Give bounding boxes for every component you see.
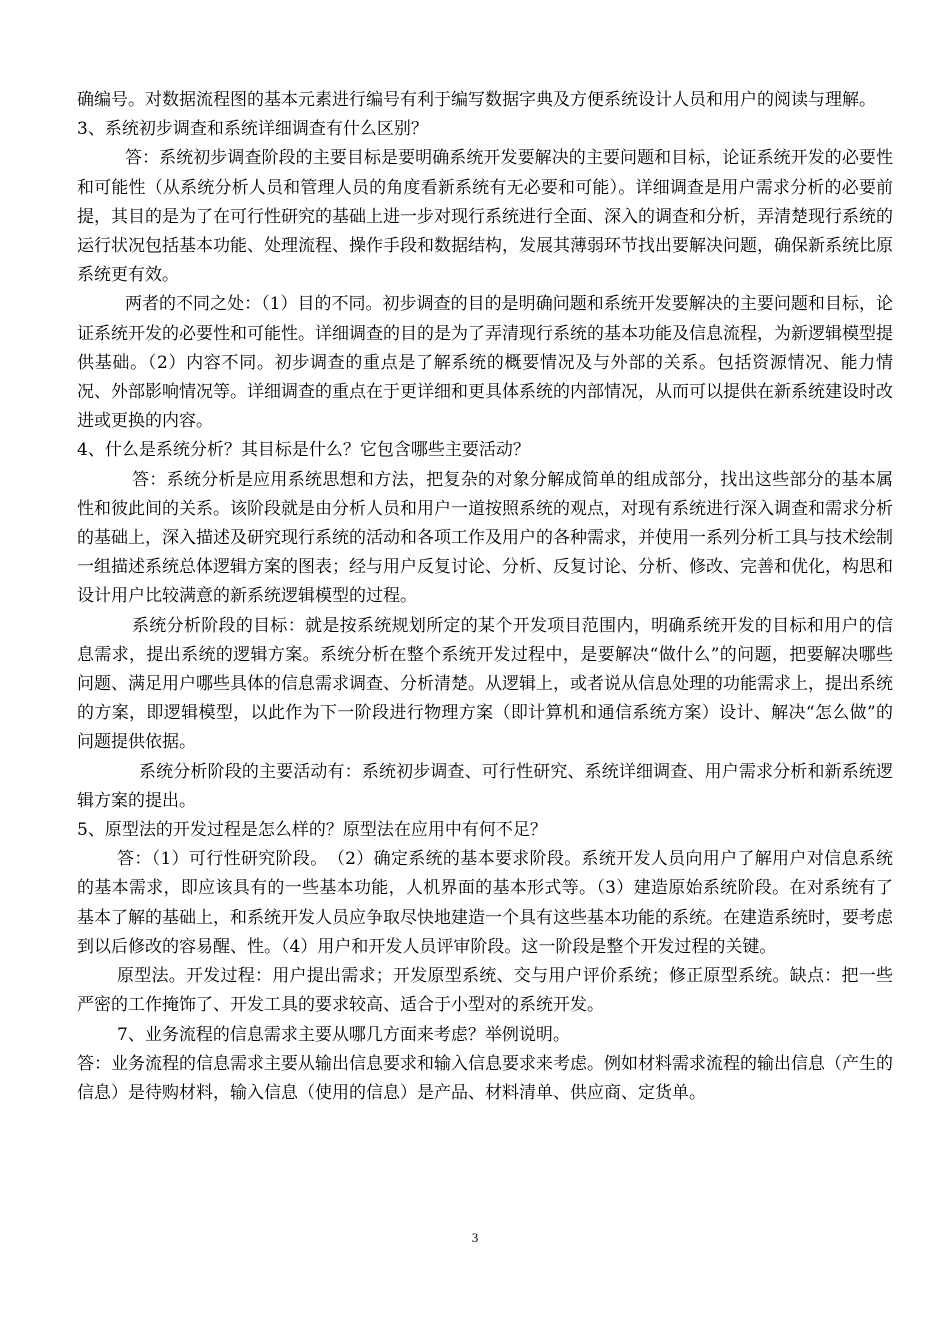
paragraph-continuation: 确编号。对数据流程图的基本元素进行编号有利于编写数据字典及方便系统设计人员和用户的阅读与理解。 (77, 90, 876, 110)
question-5-heading: 5、原型法的开发过程是怎么样的？原型法在应用中有何不足？ (77, 820, 547, 841)
page-number: 3 (471, 1230, 479, 1245)
question-3-heading: 3、系统初步调查和系统详细调查有什么区别？ (77, 119, 428, 140)
answer-4-paragraph-1: 答：系统分析是应用系统思想和方法，把复杂的对象分解成简单的组成部分，找出这些部分的基本属性和彼此间的关系。该阶段就是由分析人员和用户一道按照系统的观点，对现有系统进行深入调查和需求分析的基础上，深入描述及研究现行系统的活动和各项工作及用户的各种需求，并使用一系列分析工具与技术绘制一组描述系统总体逻辑方案的图表；经与用户反复讨论、分析、反复讨论、分析、修改、完善和优化，构思和设计用户比较满意的新系统逻辑模型的过程。 (77, 469, 893, 607)
answer-5-paragraph-2: 原型法。开发过程：用户提出需求；开发原型系统、交与用户评价系统；修正原型系统。缺点：把一些严密的工作掩饰了、开发工具的要求较高、适合于小型对的系统开发。 (77, 966, 893, 1016)
answer-4-paragraph-2: 系统分析阶段的目标：就是按系统规划所定的某个开发项目范围内，明确系统开发的目标和用户的信息需求，提出系统的逻辑方案。系统分析在整个系统开发过程中，是要解决“做什么”的问题，把要解决哪些问题、满足用户哪些具体的信息需求调查、分析清楚。从逻辑上，或者说从信息处理的功能需求上，提出系统的方案，即逻辑模型，以此作为下一阶段进行物理方案（即计算机和通信系统方案）设计、解决“怎么做”的问题提供依据。 (77, 615, 893, 753)
document-body (77, 86, 893, 1108)
answer-3-paragraph-1: 答：系统初步调查阶段的主要目标是要明确系统开发要解决的主要问题和目标，论证系统开发的必要性和可能性（从系统分析人员和管理人员的角度看新系统有无必要和可能）。详细调查是用户需求分析的必要前提，其目的是为了在可行性研究的基础上进一步对现行系统进行全面、深入的调查和分析，弄清楚现行系统的运行状况包括基本功能、处理流程、操作手段和数据结构，发展其薄弱环节找出要解决问题，确保新系统比原系统更有效。 (77, 148, 893, 286)
answer-4-paragraph-3: 系统分析阶段的主要活动有：系统初步调查、可行性研究、系统详细调查、用户需求分析和新系统逻辑方案的提出。 (77, 761, 893, 811)
question-4-heading: 4、什么是系统分析？其目标是什么？它包含哪些主要活动？ (77, 440, 530, 461)
answer-7-paragraph: 答：业务流程的信息需求主要从输出信息要求和输入信息要求来考虑。例如材料需求流程的输出信息（产生的信息）是待购材料，输入信息（使用的信息）是产品、材料清单、供应商、定货单。 (77, 1053, 893, 1103)
answer-3-paragraph-2: 两者的不同之处：（1）目的不同。初步调查的目的是明确问题和系统开发要解决的主要问题和目标，论证系统开发的必要性和可能性。详细调查的目的是为了弄清现行系统的基本功能及信息流程，为新逻辑模型提供基础。（2）内容不同。初步调查的重点是了解系统的概要情况及与外部的关系。包括资源情况、能力情况、外部影响情况等。详细调查的重点在于更详细和更具体系统的内部情况，从而可以提供在新系统建设时改进或更换的内容。 (77, 294, 893, 432)
question-7-heading: 7、业务流程的信息需求主要从哪几方面来考虑？举例说明。 (117, 1024, 570, 1045)
answer-5-paragraph-1: 答：（1）可行性研究阶段。 （2）确定系统的基本要求阶段。系统开发人员向用户了解用户对信息系统的基本需求，即应该具有的一些基本功能，人机界面的基本形式等。（3）建造原始系统阶段。在对系统有了基本了解的基础上，和系统开发人员应争取尽快地建造一个具有这些基本功能的系统。在建造系统时，要考虑到以后修改的容易醒、性。（4）用户和开发人员评审阶段。这一阶段是整个开发过程的关键。 (77, 849, 893, 957)
